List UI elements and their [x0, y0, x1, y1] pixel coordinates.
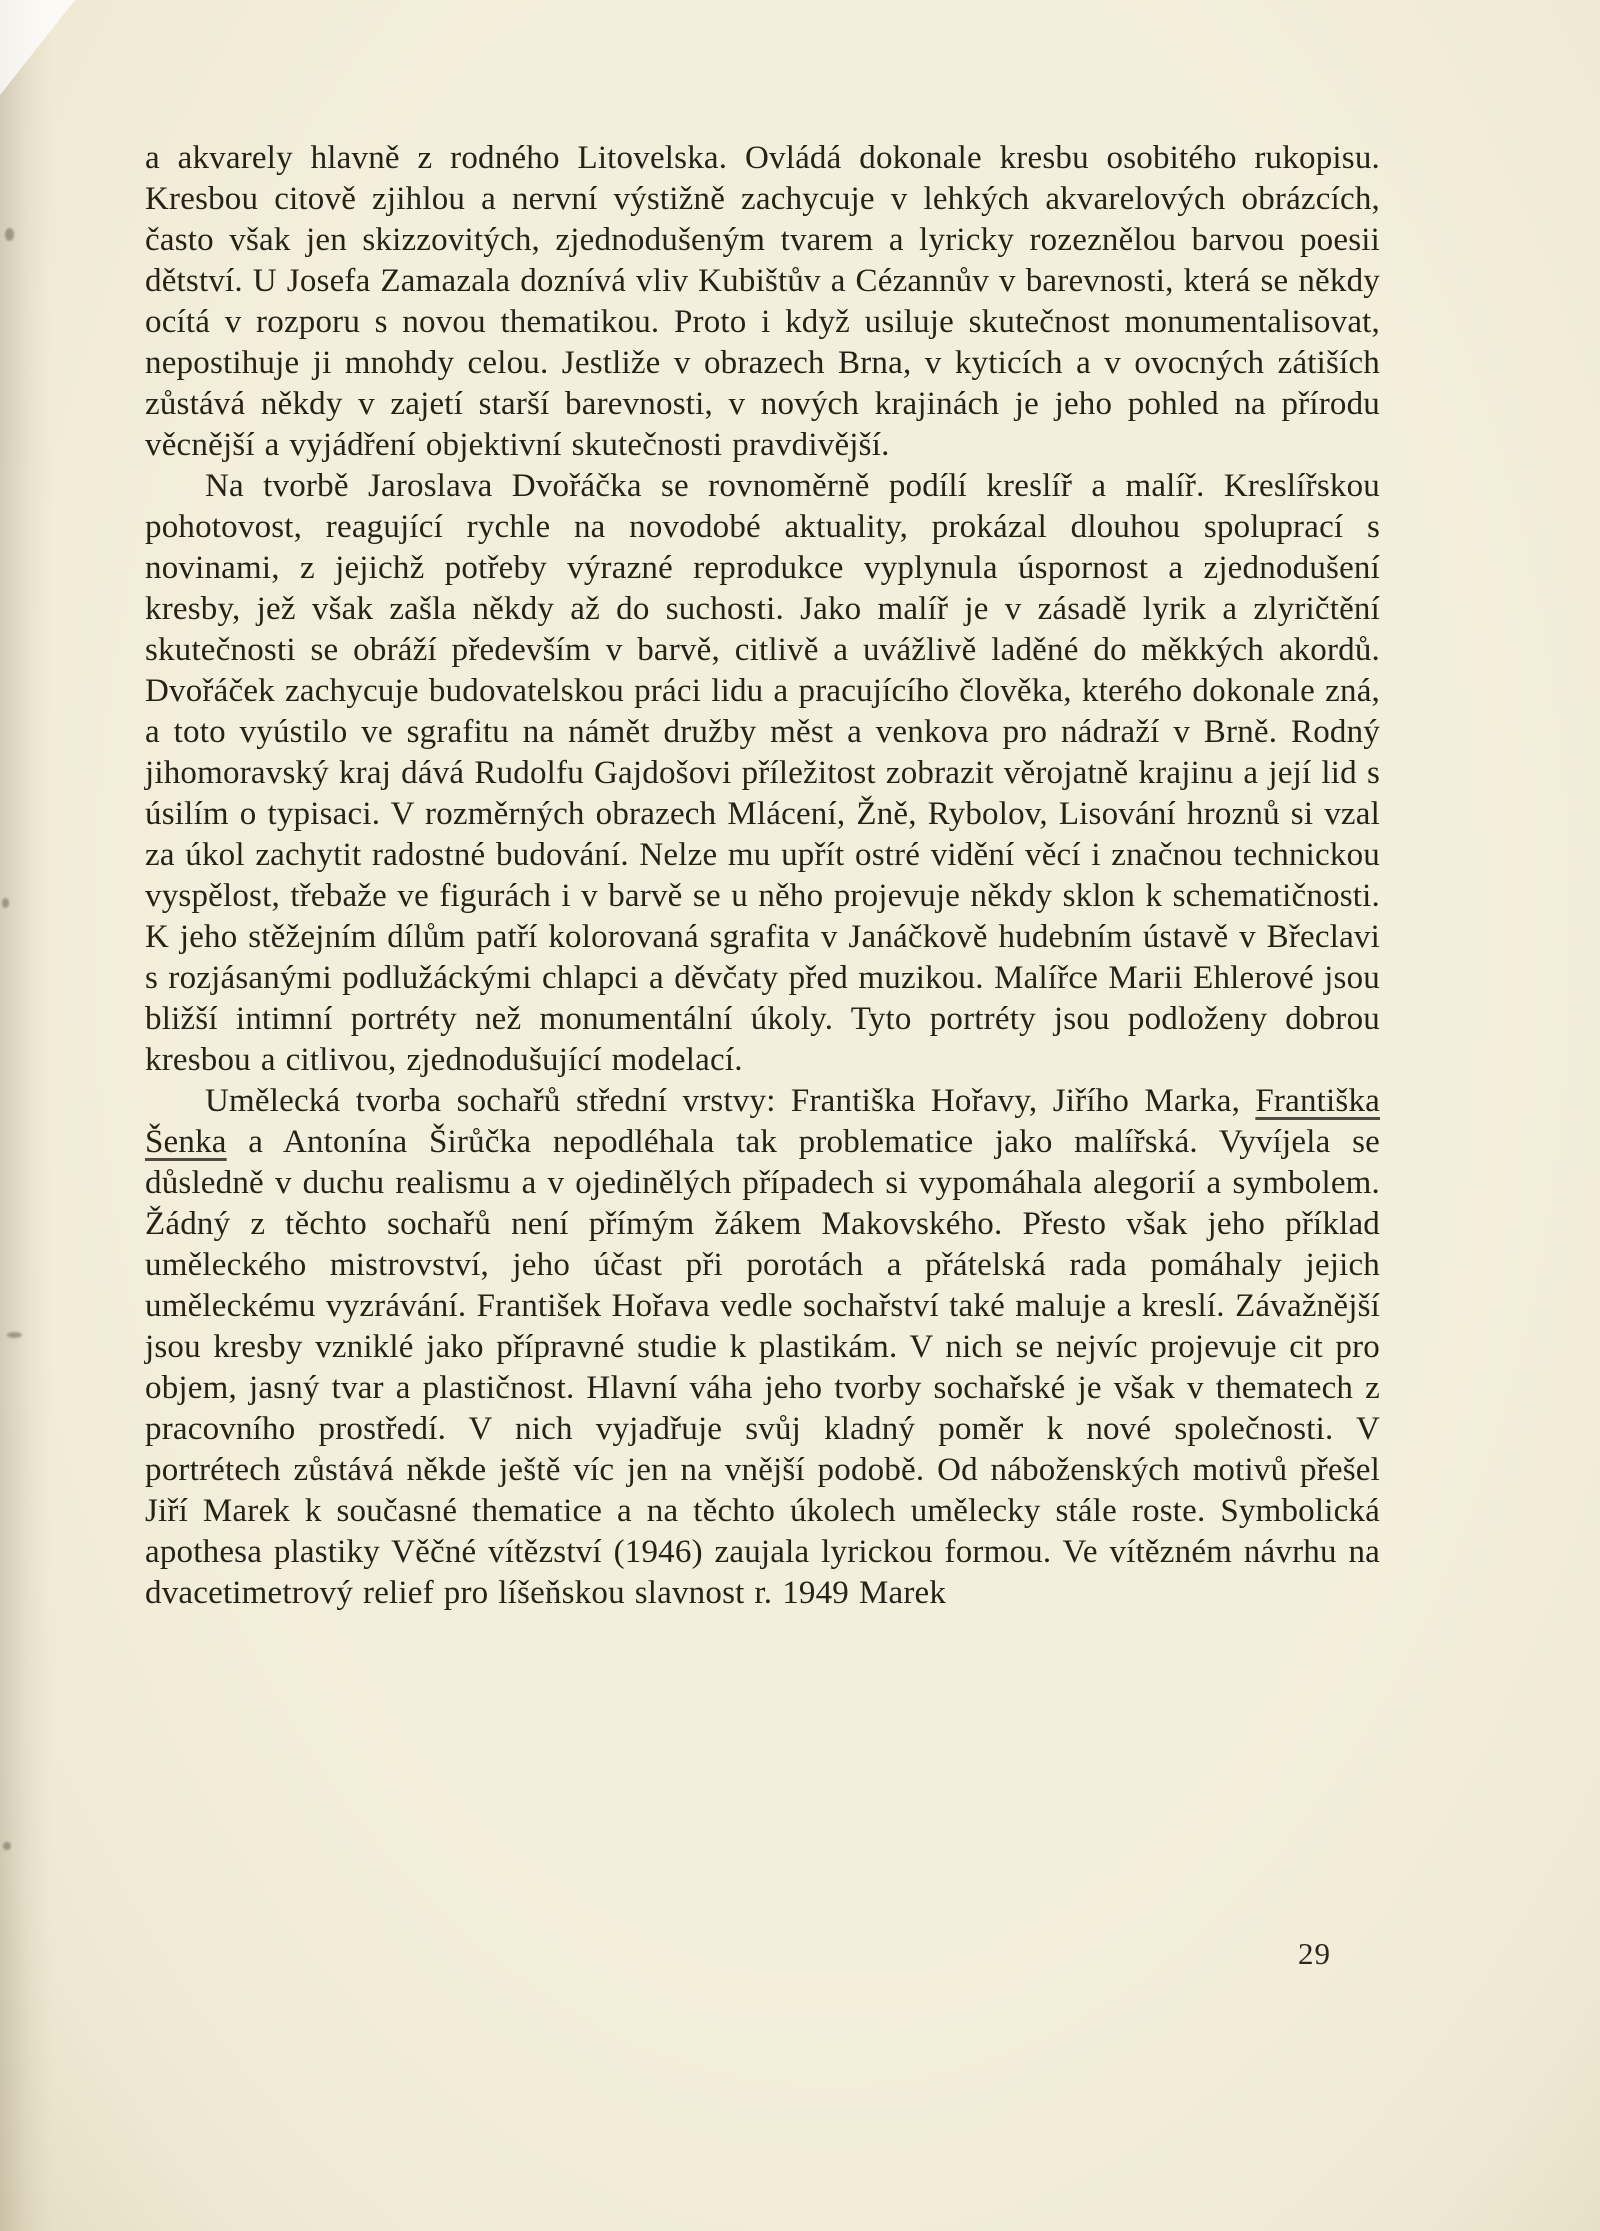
page-corner-highlight	[0, 0, 75, 95]
body-paragraph-2: Na tvorbě Jaroslava Dvořáčka se rovnoměrně podílí kreslíř a malíř. Kreslířskou pohotovost, reagující rychle na novodobé aktuality, prokázal dlouhou spoluprací s novinami, z jejichž potřeby výrazné reprodukce vyplynula úspornost a zjednodušení kresby, jež však zašla někdy až do suchosti. Jako malíř je v zásadě lyrik a zlyričtění skutečnosti se obráží především v barvě, citlivě a uvážlivě laděné do měkkých akordů. Dvořáček zachycuje budovatelskou práci lidu a pracujícího člověka, kterého dokonale zná, a toto vyústilo ve sgrafitu na námět družby měst a venkova pro nádraží v Brně. Rodný jihomoravský kraj dává Rudolfu Gajdošovi příležitost zobrazit věrojatně krajinu a její lid s úsilím o typisaci. V rozměrných obrazech Mlácení, Žně, Rybolov, Lisování hroznů si vzal za úkol zachytit radostné budování. Nelze mu upřít ostré vidění věcí i značnou technickou vyspělost, třebaže ve figurách i v barvě se u něho projevuje někdy sklon k schematičnosti. K jeho stěžejním dílům patří kolorovaná sgrafita v Janáčkově hudebním ústavě v Břeclavi s rozjásanými podlužáckými chlapci a děvčaty před muzikou. Malířce Marii Ehlerové jsou bližší intimní portréty než monumentální úkoly. Tyto portréty jsou podloženy dobrou kresbou a citlivou, zjednodušující modelací.	[145, 468, 1380, 1078]
paragraph-3-text-after: a Antonína Širůčka nepodléhala tak problematice jako malířská. Vyvíjela se důsledně v duchu realismu a v ojedinělých případech si vypomáhala alegorií a symbolem. Žádný z těchto sochařů není přímým žákem Makovského. Přesto však jeho příklad uměleckého mistrovství, jeho účast při porotách a přátelská rada pomáhaly jejich uměleckému vyzrávání. František Hořava vedle sochařství také maluje a kreslí. Závažnější jsou kresby vzniklé jako přípravné studie k plastikám. V nich se nejvíc projevuje cit pro objem, jasný tvar a plastičnost. Hlavní váha jeho tvorby sochařské je však v thematech z pracovního prostředí. V nich vyjadřuje svůj kladný poměr k nové společnosti. V portrétech zůstává někde ještě víc jen na vnější podobě. Od náboženských motivů přešel Jiří Marek k současné thematice a na těchto úkolech umělecky stále roste. Symbolická apothesa plastiky Věčné vítězství (1946) zaujala lyrickou formou. Ve vítězném návrhu na dvacetimetrový relief pro líšeňskou slavnost r. 1949 Marek	[145, 1124, 1380, 1611]
scan-mark	[5, 228, 14, 241]
underlined-artist-name: Františka Šenka	[145, 1083, 1380, 1160]
page-number: 29	[1298, 1936, 1331, 1971]
body-paragraph-3	[145, 1081, 1380, 1614]
scan-mark	[2, 898, 9, 908]
scan-mark	[3, 1842, 11, 1850]
body-text	[145, 138, 1380, 1614]
body-paragraph-1: a akvarely hlavně z rodného Litovelska. Ovládá dokonale kresbu osobitého rukopisu. Kresbou citově zjihlou a nervní výstižně zachycuje v lehkých akvarelových obrázcích, často však jen skizzovitých, zjednodušeným tvarem a lyricky rozeznělou barvou poesii dětství. U Josefa Zamazala doznívá vliv Kubištův a Cézannův v barevnosti, která se někdy ocítá v rozporu s novou thematikou. Proto i když usiluje skutečnost monumentalisovat, nepostihuje ji mnohdy celou. Jestliže v obrazech Brna, v kyticích a v ovocných zátiších zůstává někdy v zajetí starší barevnosti, v nových krajinách je jeho pohled na přírodu věcnější a vyjádření objektivní skutečnosti pravdivější.	[145, 140, 1380, 463]
paragraph-3-text-before: Umělecká tvorba sochařů střední vrstvy: Františka Hořavy, Jiřího Marka,	[205, 1083, 1256, 1119]
scan-mark	[7, 1332, 22, 1338]
page-binding-shadow	[0, 0, 52, 2231]
